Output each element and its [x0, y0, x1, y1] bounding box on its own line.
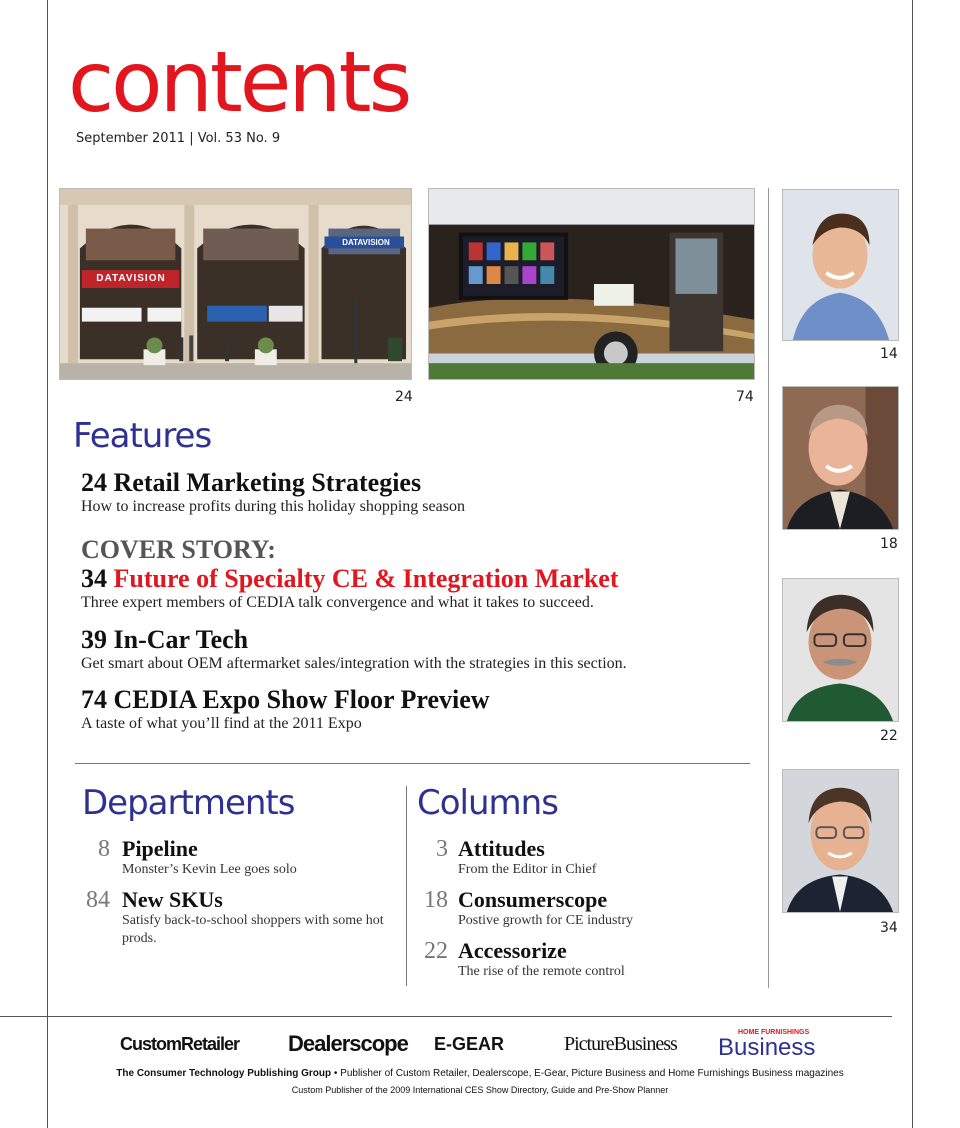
- portrait-page-number-3: 22: [880, 728, 898, 744]
- portrait-image-4: [783, 770, 898, 912]
- storefront-page-number: 24: [395, 389, 413, 405]
- department-item[interactable]: [80, 837, 400, 881]
- column-desc: Postive growth for CE industry: [458, 913, 633, 928]
- department-name: Pipeline: [122, 836, 198, 861]
- feature-item[interactable]: [81, 625, 761, 673]
- feature-desc: Get smart about OEM aftermarket sales/integration with the strategies in this section.: [81, 655, 627, 673]
- portrait-image-3: [783, 579, 898, 721]
- department-desc: Monster’s Kevin Lee goes solo: [122, 862, 297, 877]
- cover-story-item[interactable]: [81, 535, 761, 612]
- storefront-sign: DATAVISION: [96, 273, 166, 284]
- department-item[interactable]: [80, 888, 400, 950]
- column-name: Accessorize: [458, 938, 567, 963]
- feature-item[interactable]: [81, 468, 761, 516]
- department-page-number: 84: [86, 887, 110, 913]
- section-divider: [75, 763, 750, 764]
- feature-item[interactable]: [81, 685, 761, 733]
- portrait-image-1: [783, 190, 898, 340]
- column-item[interactable]: [418, 837, 758, 881]
- features-heading: Features: [73, 416, 212, 456]
- portrait-photo-2[interactable]: [782, 386, 899, 530]
- feature-desc: How to increase profits during this holiday shopping season: [81, 498, 465, 516]
- cover-story-title: [81, 564, 761, 593]
- portrait-page-number-4: 34: [880, 920, 898, 936]
- column-page-number: 22: [424, 938, 448, 964]
- column-page-number: 18: [424, 887, 448, 913]
- column-item[interactable]: [418, 939, 758, 983]
- column-desc: The rise of the remote control: [458, 964, 625, 979]
- publisher-line: [0, 1068, 960, 1079]
- publication-logos: [100, 1026, 860, 1062]
- column-item[interactable]: [418, 888, 758, 932]
- department-page-number: 8: [98, 836, 110, 862]
- portrait-page-number-2: 18: [880, 536, 898, 552]
- rv-image: [429, 189, 754, 379]
- column-name: Attitudes: [458, 836, 545, 861]
- column-name: Consumerscope: [458, 887, 608, 912]
- storefront-image: [60, 189, 411, 379]
- columns-heading: Columns: [417, 783, 558, 823]
- cover-story-label: COVER STORY:: [81, 535, 276, 564]
- portrait-photo-1[interactable]: [782, 189, 899, 341]
- portrait-photo-4[interactable]: [782, 769, 899, 913]
- rv-page-number: 74: [736, 389, 754, 405]
- departments-heading: Departments: [82, 783, 295, 823]
- feature-title: 24 Retail Marketing Strategies: [81, 468, 422, 497]
- footer-rule: [0, 1016, 892, 1017]
- column-divider: [406, 786, 407, 986]
- storefront-sign-upper: DATAVISION: [342, 238, 390, 247]
- feature-title: 74 CEDIA Expo Show Floor Preview: [81, 685, 490, 714]
- rv-photo[interactable]: [428, 188, 755, 380]
- right-margin-rule: [912, 0, 913, 1128]
- dealerscope-logo[interactable]: Dealerscope: [288, 1031, 408, 1056]
- department-desc: Satisfy back-to-school shoppers with some hot prods.: [122, 913, 384, 947]
- column-desc: From the Editor in Chief: [458, 862, 597, 877]
- home-furnishings-kicker: HOME FURNISHINGS: [738, 1028, 810, 1036]
- issue-dateline: September 2011 | Vol. 53 No. 9: [76, 131, 281, 146]
- feature-desc: A taste of what you’ll find at the 2011 Expo: [81, 715, 362, 733]
- column-page-number: 3: [436, 836, 448, 862]
- left-margin-rule: [47, 0, 48, 1128]
- publisher-magazines: • Publisher of Custom Retailer, Dealerscope, E-Gear, Picture Business and Home Furnishings Business magazines: [331, 1068, 844, 1079]
- portrait-photo-3[interactable]: [782, 578, 899, 722]
- business-wordmark: Business: [718, 1033, 816, 1061]
- portrait-image-2: [783, 387, 898, 529]
- cover-story-page: 34: [81, 564, 107, 594]
- sidebar-divider: [768, 188, 769, 988]
- portrait-page-number-1: 14: [880, 346, 898, 362]
- cover-story-desc: Three expert members of CEDIA talk convergence and what it takes to succeed.: [81, 594, 594, 612]
- storefront-photo[interactable]: [59, 188, 412, 380]
- custom-publisher-line: Custom Publisher of the 2009 International CES Show Directory, Guide and Pre-Show Planner: [291, 1085, 669, 1095]
- department-name: New SKUs: [122, 887, 223, 912]
- feature-title: 39 In-Car Tech: [81, 625, 249, 654]
- cover-story-headline: Future of Specialty CE & Integration Market: [113, 564, 619, 594]
- publisher-name: The Consumer Technology Publishing Group: [116, 1068, 332, 1079]
- page-title: contents: [68, 33, 410, 131]
- home-furnishings-business-logo[interactable]: [718, 1026, 815, 1062]
- e-gear-logo[interactable]: E-GEAR: [434, 1033, 505, 1054]
- custom-retailer-logo[interactable]: CustomRetailer: [120, 1033, 240, 1054]
- picture-business-logo[interactable]: PictureBusiness: [564, 1032, 677, 1055]
